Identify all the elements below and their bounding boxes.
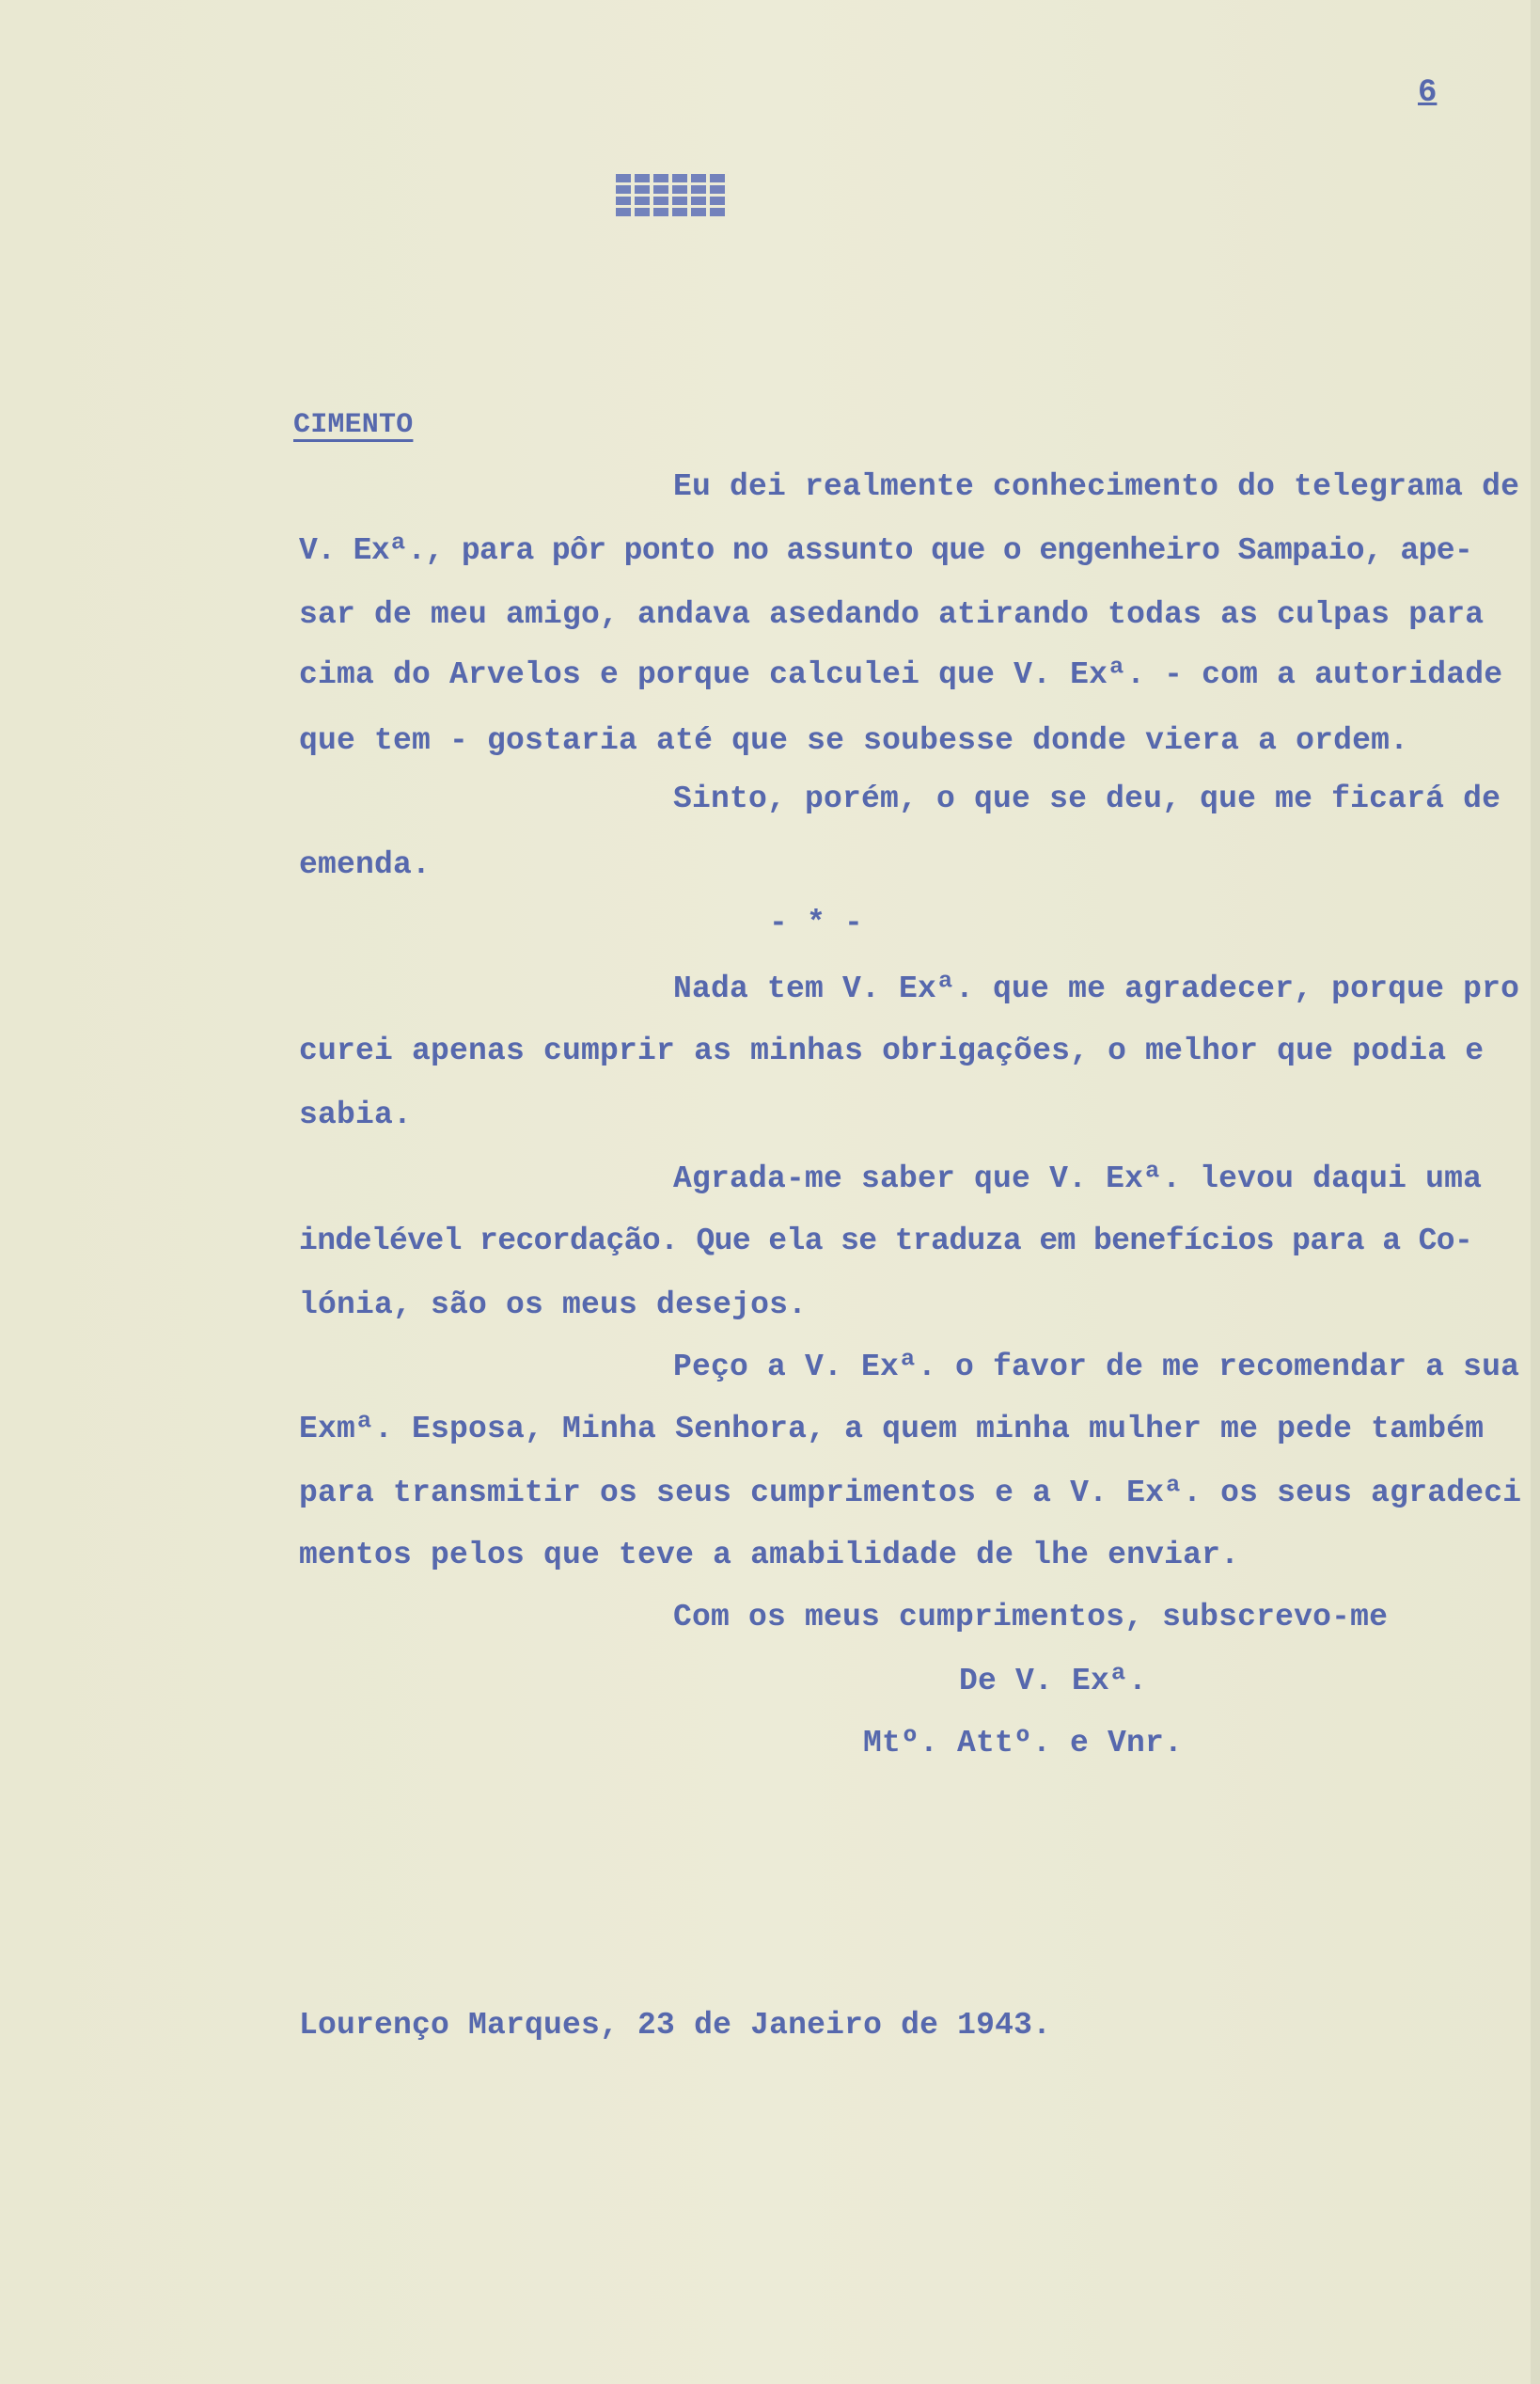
body-line: curei apenas cumprir as minhas obrigações, o melhor que podia e bbox=[299, 1034, 1485, 1068]
closing-line: Com os meus cumprimentos, subscrevo-me bbox=[673, 1600, 1389, 1634]
date-line: Lourenço Marques, 23 de Janeiro de 1943. bbox=[299, 2008, 1052, 2043]
page-number: 6 bbox=[1418, 75, 1438, 111]
body-line: que tem - gostaria até que se soubesse donde viera a ordem. bbox=[299, 723, 1409, 758]
body-line: Eu dei realmente conhecimento do telegrama de bbox=[673, 469, 1520, 504]
body-line: Nada tem V. Exª. que me agradecer, porque pro bbox=[673, 971, 1520, 1006]
page-edge bbox=[1531, 0, 1540, 2384]
body-line: indelével recordação. Que ela se traduza em benefícios para a Co- bbox=[299, 1224, 1473, 1258]
redacted-block bbox=[616, 171, 729, 216]
closing-line: De V. Exª. bbox=[959, 1664, 1148, 1698]
body-line: Agrada-me saber que V. Exª. levou daqui uma bbox=[673, 1161, 1483, 1196]
body-line: mentos pelos que teve a amabilidade de lhe enviar. bbox=[299, 1538, 1240, 1572]
body-line: cima do Arvelos e porque calculei que V. Exª. - com a autoridade bbox=[299, 657, 1503, 692]
body-line: sabia. bbox=[299, 1097, 413, 1132]
body-line: Sinto, porém, o que se deu, que me ficará de bbox=[673, 782, 1501, 816]
body-line: emenda. bbox=[299, 847, 432, 882]
section-heading: CIMENTO bbox=[293, 409, 414, 441]
separator: - * - bbox=[769, 906, 864, 940]
body-line: para transmitir os seus cumprimentos e a V. Exª. os seus agradeci bbox=[299, 1476, 1522, 1510]
body-line: lónia, são os meus desejos. bbox=[299, 1287, 808, 1322]
body-line: Peço a V. Exª. o favor de me recomendar a sua bbox=[673, 1350, 1520, 1384]
body-line: V. Exª., para pôr ponto no assunto que o engenheiro Sampaio, ape- bbox=[299, 533, 1473, 568]
body-line: sar de meu amigo, andava asedando atirando todas as culpas para bbox=[299, 597, 1485, 632]
closing-line: Mtº. Attº. e Vnr. bbox=[863, 1726, 1184, 1760]
body-line: Exmª. Esposa, Minha Senhora, a quem minha mulher me pede também bbox=[299, 1412, 1485, 1446]
